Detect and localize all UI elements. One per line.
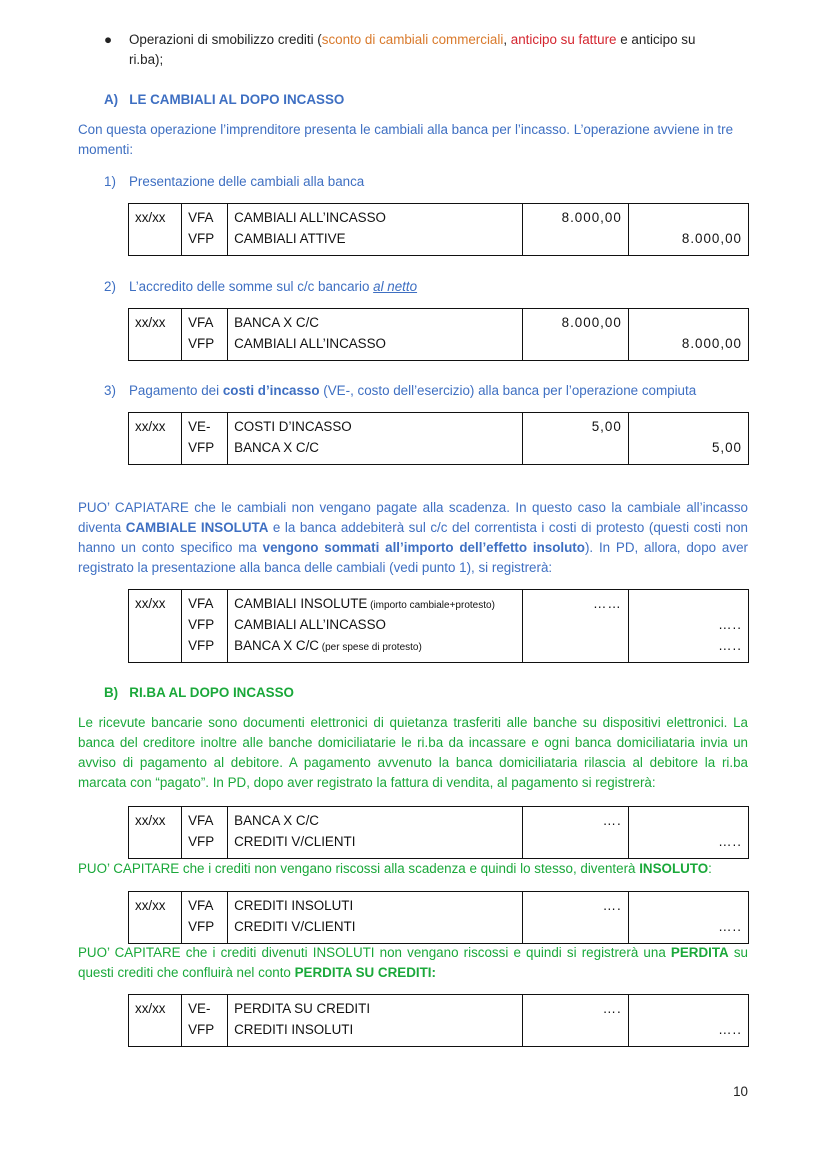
dare-amount: ……	[592, 596, 622, 611]
account-label: CREDITI V/CLIENTI	[234, 834, 356, 849]
dare-amount	[529, 635, 622, 656]
date-cell: xx/xx	[129, 995, 182, 1047]
date-cell: xx/xx	[129, 590, 182, 663]
dare-cell	[522, 807, 628, 859]
account-cell	[228, 413, 522, 465]
account-name	[234, 333, 515, 354]
step-2-number: 2)	[104, 279, 116, 294]
account-name	[234, 810, 515, 831]
account-label: CAMBIALI ALL’INCASSO	[234, 336, 386, 351]
entry-type: VFP	[188, 440, 215, 455]
journal-row	[129, 309, 749, 361]
bullet-text-end: e anticipo su	[616, 32, 696, 47]
journal-row	[129, 204, 749, 256]
red-text: anticipo su fatture	[510, 32, 617, 47]
avere-amount: …..	[718, 617, 742, 632]
journal-table-3	[128, 412, 749, 465]
step-3-text	[129, 381, 696, 401]
step-2-text	[129, 277, 417, 297]
section-a-title: A) LE CAMBIALI AL DOPO INCASSO	[104, 92, 345, 107]
step-3-bold: costi d’incasso	[222, 383, 320, 398]
entry-type: VFP	[188, 617, 215, 632]
note-text: :	[708, 861, 712, 876]
date-cell: xx/xx	[129, 413, 182, 465]
note-bold: vengono sommati all’importo dell’effetto insoluto	[262, 540, 585, 555]
dare-amount	[529, 614, 622, 635]
bullet-icon: ●	[104, 32, 113, 47]
account-name	[234, 228, 515, 249]
avere-cell	[628, 995, 748, 1047]
avere-amount: …..	[718, 1022, 742, 1037]
al-netto-text: al netto	[373, 279, 418, 294]
journal-table-5	[128, 806, 749, 859]
journal-row	[129, 807, 749, 859]
entry-type: VFA	[188, 210, 214, 225]
avere-amount: …..	[718, 834, 742, 849]
journal-table-6	[128, 891, 749, 944]
section-a-note	[78, 498, 748, 578]
note-text: e la banca addebiterà sul c/c del correntista i costi di protesto (questi costi non hanno un conto specifico ma	[78, 520, 748, 555]
dare-cell	[522, 204, 628, 256]
avere-amount	[635, 312, 742, 333]
entry-type: VFA	[188, 898, 214, 913]
entry-type-cell	[182, 413, 228, 465]
dare-amount	[529, 1019, 622, 1040]
dare-cell	[522, 309, 628, 361]
avere-amount: …..	[718, 919, 742, 934]
entry-type: VFA	[188, 596, 214, 611]
note-text: ). In PD, allora, dopo aver registrato la presentazione alla banca delle cambiali (vedi punto 1), si registrerà:	[78, 540, 748, 575]
journal-row	[129, 413, 749, 465]
section-a-intro: Con questa operazione l’imprenditore presenta le cambiali alla banca per l’incasso. L’operazione avviene in tre momenti:	[78, 122, 734, 157]
journal-table-7	[128, 994, 749, 1047]
avere-cell	[628, 807, 748, 859]
account-name	[234, 437, 515, 458]
note-text: su questi crediti che confluirà nel conto	[78, 945, 748, 980]
avere-amount: 8.000,00	[681, 336, 742, 351]
dare-amount	[529, 437, 622, 458]
dare-amount	[529, 831, 622, 852]
step-3-pre: Pagamento dei	[129, 383, 223, 398]
account-label: CREDITI V/CLIENTI	[234, 919, 356, 934]
entry-type: VE-	[188, 1001, 211, 1016]
account-label: CREDITI INSOLUTI	[234, 1022, 354, 1037]
account-cell	[228, 590, 522, 663]
dare-amount: 8.000,00	[561, 315, 622, 330]
dare-cell	[522, 892, 628, 944]
entry-type: VFA	[188, 315, 214, 330]
account-name	[234, 895, 515, 916]
step-3-post: (VE-, costo dell’esercizio) alla banca per l’operazione compiuta	[319, 383, 697, 398]
account-cell	[228, 995, 522, 1047]
avere-amount: 5,00	[711, 440, 742, 455]
bullet-text-line2: ri.ba);	[129, 52, 164, 67]
section-b-intro: Le ricevute bancarie sono documenti elettronici di quietanza trasferiti alle banche su dispositivi elettronici. La banca del creditore inoltre alle banche domiciliatarie le ri.ba da incassare e ogni banca domiciliataria invia un avviso di pagamento al debitore. A pagamento avvenuto la banca domiciliataria rilascia al debitore la ri.ba marcata con “pagato”. In PD, dopo aver registrato la fattura di vendita, al pagamento si registrerà:	[78, 715, 748, 790]
dare-amount	[529, 228, 622, 249]
avere-cell	[628, 413, 748, 465]
account-name	[234, 635, 515, 656]
account-note: (importo cambiale+protesto)	[367, 600, 495, 611]
avere-amount	[635, 810, 742, 831]
account-cell	[228, 892, 522, 944]
entry-type: VFP	[188, 919, 215, 934]
account-label: BANCA X C/C	[234, 638, 319, 653]
account-cell	[228, 204, 522, 256]
entry-type: VFP	[188, 638, 215, 653]
avere-amount: 8.000,00	[681, 231, 742, 246]
entry-type-cell	[182, 204, 228, 256]
avere-amount	[635, 998, 742, 1019]
note-text: PUO’ CAPITARE che i crediti divenuti INSOLUTI non vengano riscossi e quindi si registrerà una	[78, 945, 671, 960]
account-name	[234, 1019, 515, 1040]
dare-amount: ….	[602, 813, 622, 828]
date-cell: xx/xx	[129, 204, 182, 256]
account-name	[234, 831, 515, 852]
entry-type: VFP	[188, 834, 215, 849]
account-name	[234, 416, 515, 437]
journal-row	[129, 590, 749, 663]
section-b-title: B) RI.BA AL DOPO INCASSO	[104, 685, 294, 700]
note-text: PUO’ CAPIATARE che le cambiali non vengano pagate alla scadenza. In questo caso la cambiale all’incasso diventa	[78, 500, 748, 535]
account-label: COSTI D’INCASSO	[234, 419, 352, 434]
account-label: CAMBIALI ALL’INCASSO	[234, 210, 386, 225]
entry-type: VFP	[188, 1022, 215, 1037]
dare-amount: 5,00	[591, 419, 622, 434]
bullet-item	[129, 30, 749, 70]
account-label: CAMBIALI ATTIVE	[234, 231, 346, 246]
account-name	[234, 614, 515, 635]
step-3-number: 3)	[104, 383, 116, 398]
entry-type-cell	[182, 892, 228, 944]
avere-cell	[628, 892, 748, 944]
step-2-label: L’accredito delle somme sul c/c bancario	[129, 279, 374, 294]
account-label: BANCA X C/C	[234, 440, 319, 455]
account-label: PERDITA SU CREDITI	[234, 1001, 371, 1016]
account-name	[234, 593, 515, 614]
avere-amount	[635, 416, 742, 437]
dare-amount	[529, 916, 622, 937]
note-bold: PERDITA SU CREDITI:	[294, 965, 436, 980]
date-cell: xx/xx	[129, 807, 182, 859]
avere-amount	[635, 895, 742, 916]
account-name	[234, 916, 515, 937]
account-label: CAMBIALI ALL’INCASSO	[234, 617, 386, 632]
account-cell	[228, 309, 522, 361]
dare-amount: 8.000,00	[561, 210, 622, 225]
entry-type-cell	[182, 309, 228, 361]
dare-amount	[529, 333, 622, 354]
note-bold: CAMBIALE INSOLUTA	[125, 520, 269, 535]
account-label: CAMBIALI INSOLUTE	[234, 596, 368, 611]
orange-text: sconto di cambiali commerciali	[321, 32, 504, 47]
note-bold: INSOLUTO	[639, 861, 709, 876]
avere-amount: …..	[718, 638, 742, 653]
dare-amount: ….	[602, 1001, 622, 1016]
bullet-text: Operazioni di smobilizzo crediti (	[129, 32, 322, 47]
date-cell: xx/xx	[129, 309, 182, 361]
note-bold: PERDITA	[670, 945, 729, 960]
entry-type: VE-	[188, 419, 211, 434]
date-cell: xx/xx	[129, 892, 182, 944]
note-text: PUO’ CAPITARE che i crediti non vengano riscossi alla scadenza e quindi lo stesso, diventerà	[78, 861, 640, 876]
avere-cell	[628, 590, 748, 663]
section-b-note-1	[78, 859, 748, 879]
dare-amount: ….	[602, 898, 622, 913]
step-1-number: 1)	[104, 174, 116, 189]
journal-row	[129, 995, 749, 1047]
account-name	[234, 312, 515, 333]
dare-cell	[522, 995, 628, 1047]
account-cell	[228, 807, 522, 859]
journal-table-1	[128, 203, 749, 256]
avere-amount	[635, 207, 742, 228]
page-number: 10	[733, 1084, 748, 1099]
journal-row	[129, 892, 749, 944]
entry-type-cell	[182, 590, 228, 663]
avere-cell	[628, 309, 748, 361]
entry-type: VFA	[188, 813, 214, 828]
dare-cell	[522, 590, 628, 663]
account-label: CREDITI INSOLUTI	[234, 898, 354, 913]
account-label: BANCA X C/C	[234, 315, 319, 330]
entry-type: VFP	[188, 231, 215, 246]
step-1-text: Presentazione delle cambiali alla banca	[129, 174, 365, 189]
account-note: (per spese di protesto)	[318, 642, 422, 653]
avere-amount	[635, 593, 742, 614]
dare-cell	[522, 413, 628, 465]
entry-type-cell	[182, 807, 228, 859]
account-name	[234, 998, 515, 1019]
avere-cell	[628, 204, 748, 256]
section-b-note-2	[78, 943, 748, 983]
entry-type: VFP	[188, 336, 215, 351]
journal-table-4	[128, 589, 749, 663]
separator: ,	[503, 32, 511, 47]
journal-table-2	[128, 308, 749, 361]
account-label: BANCA X C/C	[234, 813, 319, 828]
entry-type-cell	[182, 995, 228, 1047]
account-name	[234, 207, 515, 228]
